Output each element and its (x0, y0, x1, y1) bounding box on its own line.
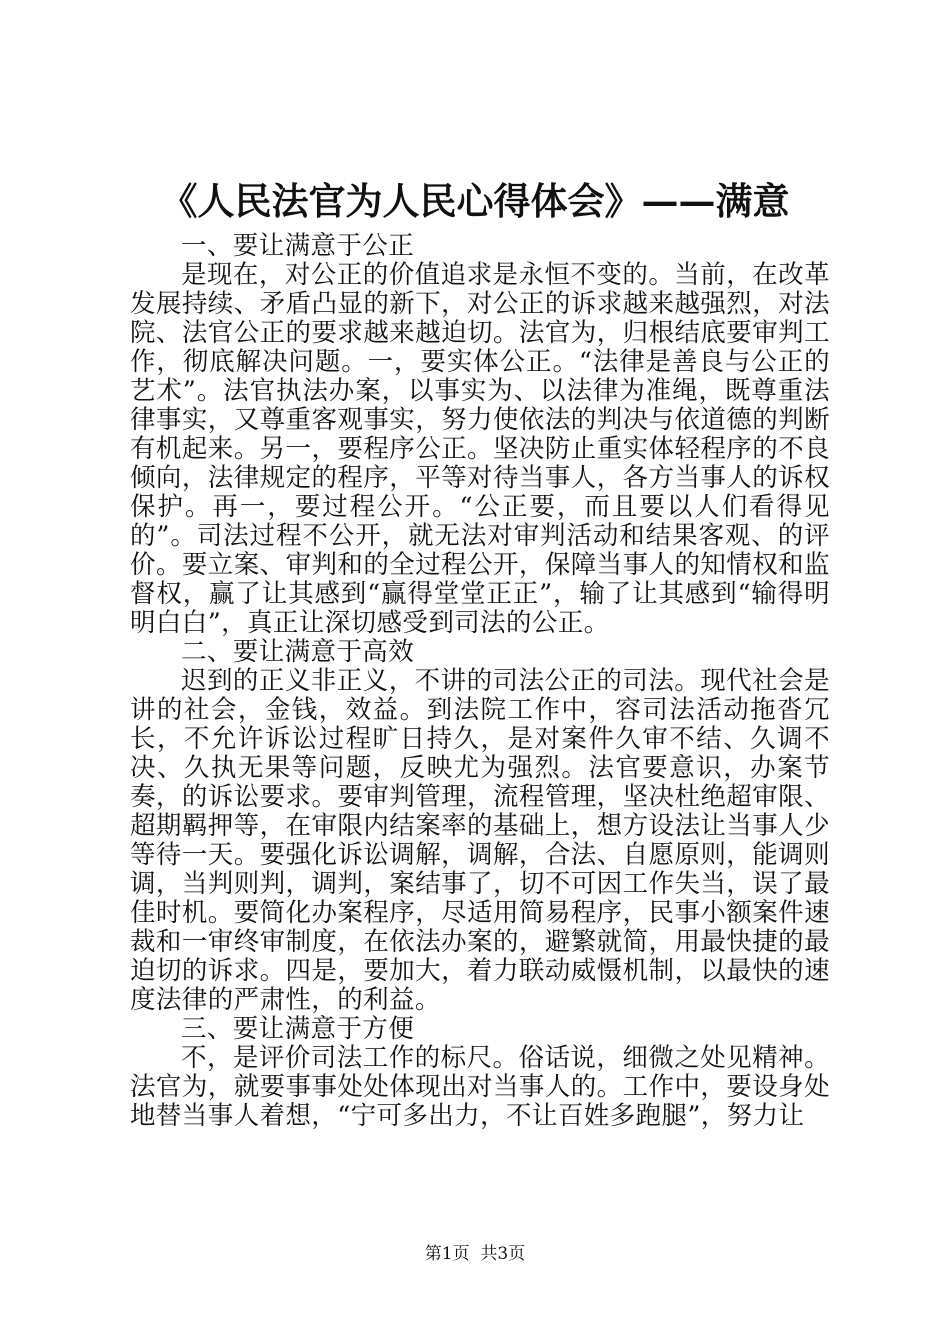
section-heading-3: 三、要让满意于方便 (181, 1014, 415, 1044)
section-heading-1: 一、要让满意于公正 (181, 231, 415, 261)
page-number: 第1页 (424, 1244, 470, 1264)
section-paragraph-2: 迟到的正义非正义，不讲的司法公正的司法。现代社会是讲的社会，金钱，效益。到法院工作中，容司法活动拖沓冗长，不允许诉讼过程旷日持久，是对案件久审不结、久调不决、久执无果等问题，反映尤为强烈。法官要意识，办案节奏，的诉讼要求。要审判管理，流程管理，坚决杜绝超审限、超期羁押等，在审限内结案率的基础上，想方设法让当事人少等待一天。要强化诉讼调解，调解，合法、自愿原则，能调则调，当判则判，调判，案结事了，切不可因工作失当，误了最佳时机。要简化办案程序，尽适用简易程序，民事小额案件速裁和一审终审制度，在依法办案的，避繁就简，用最快捷的最迫切的诉求。四是，要加大，着力联动威慑机制，以最快的速度法律的严肃性，的利益。 (130, 666, 830, 1015)
document-body (130, 232, 830, 1131)
section-paragraph-1: 是现在，对公正的价值追求是永恒不变的。当前，在改革发展持续、矛盾凸显的新下，对公正的诉求越来越强烈，对法院、法官公正的要求越来越迫切。法官为，归根结底要审判工作，彻底解决问题。一，要实体公正。“法律是善良与公正的艺术”。法官执法办案，以事实为、以法律为准绳，既尊重法律事实，又尊重客观事实，努力使依法的判决与依道德的判断有机起来。另一，要程序公正。坚决防止重实体轻程序的不良倾向，法律规定的程序，平等对待当事人，各方当事人的诉权保护。再一，要过程公开。“公正要，而且要以人们看得见的”。司法过程不公开，就无法对审判活动和结果客观、的评价。要立案、审判和的全过程公开，保障当事人的知情权和监督权，赢了让其感到“赢得堂堂正正”，输了让其感到“输得明明白白”，真正让深切感受到司法的公正。 (130, 260, 830, 638)
section-heading-2: 二、要让满意于高效 (181, 637, 415, 667)
document-title: 《人民法官为人民心得体会》——满意 (160, 179, 790, 223)
page-total: 共3页 (480, 1244, 526, 1264)
page-footer (0, 1243, 950, 1265)
section-paragraph-3: 不，是评价司法工作的标尺。俗话说，细微之处见精神。法官为，就要事事处处体现出对当事人的。工作中，要设身处地替当事人着想，“宁可多出力，不让百姓多跑腿”，努力让 (130, 1043, 830, 1131)
